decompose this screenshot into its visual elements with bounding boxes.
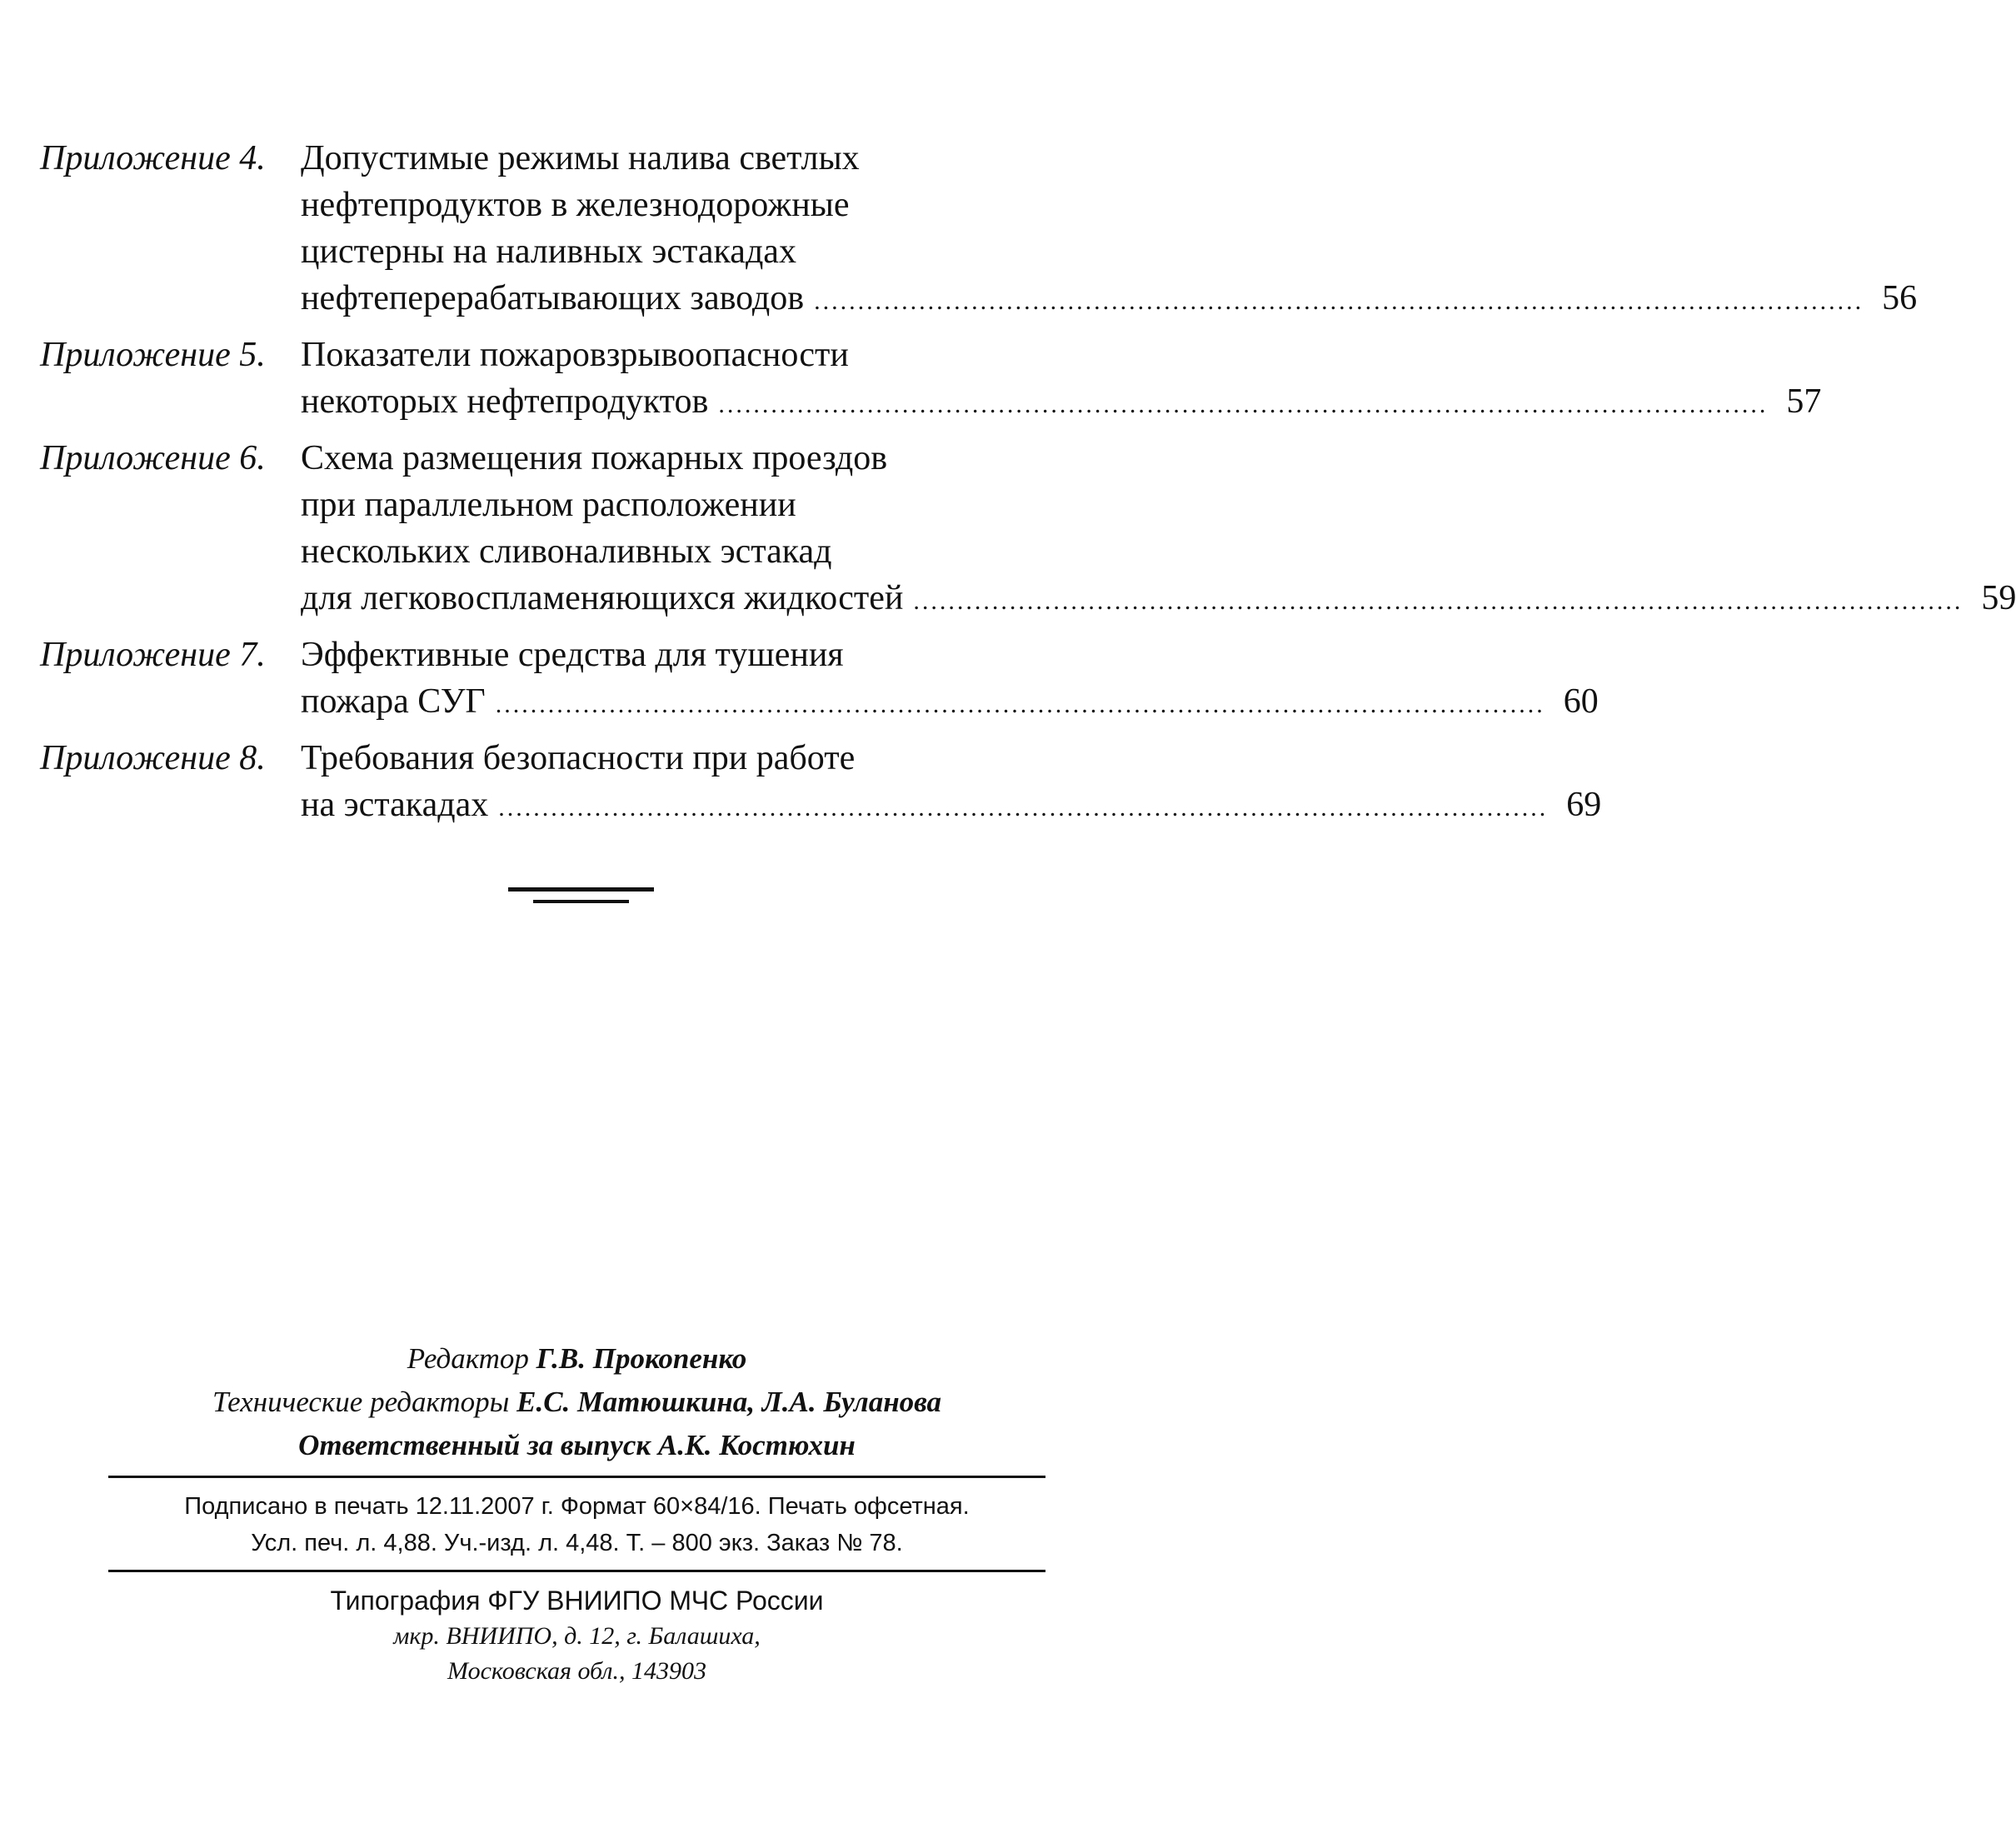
table-of-contents [40,135,2016,838]
toc-entry-line: некоторых нефтепродуктов [301,382,709,421]
tech-editors-credit [108,1381,1045,1424]
printing-house-name: Типография ФГУ ВНИИПО МЧС России [330,1586,824,1616]
section-divider-top [508,887,654,892]
toc-entry-line: пожара СУГ [301,682,486,721]
toc-entry-label: Приложение 5. [40,336,266,374]
responsible-role: Ответственный за выпуск [298,1429,651,1461]
print-details-line-1: Подписано в печать 12.11.2007 г. Формат 60×84/16. Печать офсетная. [184,1493,970,1520]
toc-entry-label: Приложение 6. [40,439,266,477]
toc-page-number: 56 [1882,279,1918,317]
dot-leader: ........................................................................................................................ [498,794,1549,822]
toc-entry-line: нескольких сливоналивных эстакад [301,532,832,571]
editor-name: Г.В. Прокопенко [536,1342,747,1375]
toc-page-number: 69 [1566,786,1602,824]
editor-credit [108,1337,1045,1381]
printing-house-address-1: мкр. ВНИИПО, д. 12, г. Балашиха, [393,1622,761,1650]
toc-entry-line: нефтепродуктов в железнодорожные [301,186,850,224]
divider-rule [108,1570,1045,1572]
toc-entry-appendix-8[interactable] [40,735,1602,832]
tech-editors-role: Технические редакторы [212,1386,510,1418]
toc-entry-title [301,332,1822,428]
print-details-line-2: Усл. печ. л. 4,88. Уч.-изд. л. 4,48. Т. – 800 экз. Заказ № 78. [251,1530,903,1556]
dot-leader: ........................................................................................................................ [913,587,1964,615]
toc-entry-line: нефтеперерабатывающих заводов [301,279,805,317]
section-divider-bottom [533,900,629,903]
tech-editors-names: Е.С. Матюшкина, Л.А. Буланова [516,1386,942,1418]
dot-leader: ........................................................................................................................ [495,691,1545,718]
toc-entry-line: Требования безопасности при работе [301,739,856,777]
toc-entry-label: Приложение 4. [40,139,266,177]
toc-entry-line: для легковоспламеняющихся жидкостей [301,579,904,617]
divider-rule [108,1476,1045,1478]
toc-page-number: 60 [1563,682,1599,721]
toc-entry-appendix-4[interactable] [40,135,1918,325]
toc-entry-line: при параллельном расположении [301,486,796,524]
imprint-block [108,1337,1045,1689]
dot-leader: ........................................................................................................................ [814,287,1864,315]
toc-entry-title [301,735,1602,832]
printing-house-address-2: Московская обл., 143903 [447,1657,706,1685]
dot-leader: ........................................................................................................................ [718,391,1769,418]
toc-page-number: 57 [1786,382,1822,421]
toc-entry-title [301,632,1599,728]
toc-entry-label: Приложение 7. [40,636,266,674]
toc-entry-title [301,135,1918,325]
toc-entry-line: на эстакадах [301,786,489,824]
responsible-name: А.К. Костюхин [657,1429,856,1461]
toc-entry-line: Допустимые режимы налива светлых [301,139,860,177]
toc-page-number: 59 [1981,579,2016,617]
toc-entry-label: Приложение 8. [40,739,266,777]
toc-entry-appendix-5[interactable] [40,332,1822,428]
responsible-credit [108,1424,1045,1467]
toc-entry-appendix-7[interactable] [40,632,1599,728]
editor-role: Редактор [407,1342,529,1375]
toc-entry-line: Показатели пожаровзрывоопасности [301,336,849,374]
toc-entry-line: Схема размещения пожарных проездов [301,439,888,477]
toc-entry-title [301,435,2016,625]
toc-entry-line: цистерны на наливных эстакадах [301,232,796,271]
toc-entry-appendix-6[interactable] [40,435,2016,625]
toc-entry-line: Эффективные средства для тушения [301,636,844,674]
